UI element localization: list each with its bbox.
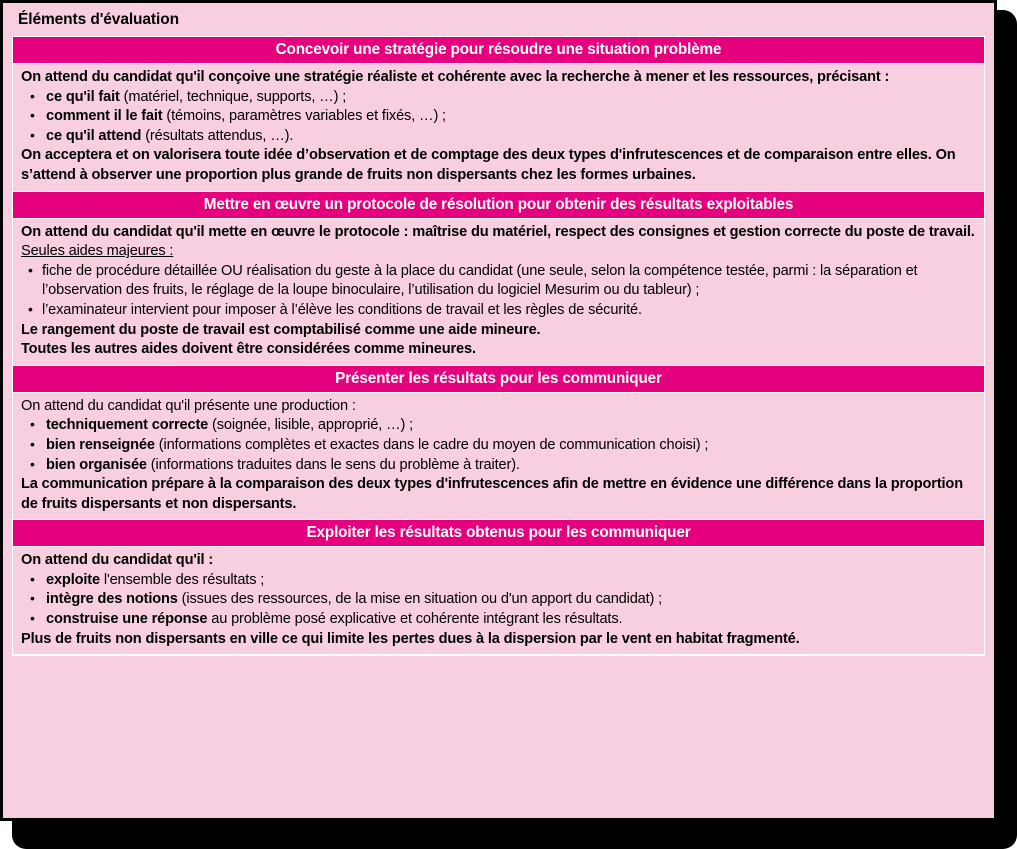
section-intro-text: On attend du candidat qu'il : <box>21 552 214 569</box>
list-item <box>20 416 977 436</box>
list-item-lead: bien renseignée <box>46 436 155 453</box>
list-item-rest: (soignée, lisible, approprié, …) ; <box>208 417 413 434</box>
section-closing-line-1: Le rangement du poste de travail est comptabilisé comme une aide mineure. <box>21 321 541 338</box>
sections-container <box>12 36 985 656</box>
section-header-mettre-en-oeuvre-protocole: Mettre en œuvre un protocole de résolution pour obtenir des résultats exploitables <box>13 191 984 219</box>
section-intro-text: On attend du candidat qu'il présente une production : <box>21 397 356 414</box>
list-item-lead: ce qu'il fait <box>46 88 120 105</box>
list-item-rest: l’examinateur intervient pour imposer à l’élève les conditions de travail et les règles de sécurité. <box>42 301 642 318</box>
list-item <box>20 590 977 610</box>
section-intro-text: On attend du candidat qu'il mette en œuvre le protocole : maîtrise du matériel, respect des consignes et gestion correcte du poste de travail. <box>21 223 975 240</box>
list-item-lead: techniquement correcte <box>46 417 209 434</box>
criteria-list-presenter-resultats <box>20 416 977 475</box>
section-body-presenter-resultats <box>13 393 984 520</box>
list-item-lead: construise une réponse <box>46 611 208 628</box>
section-outro-text: La communication prépare à la comparaison des deux types d'infrutescences afin de mettre en évidence une différence dans la proportion de fruits dispersants et non dispersants. <box>21 476 963 512</box>
list-item <box>20 301 977 321</box>
list-item-lead: exploite <box>46 571 100 588</box>
section-outro-text: Plus de fruits non dispersants en ville ce qui limite les pertes dues à la dispersion par le vent en habitat fragmenté. <box>21 630 800 647</box>
list-item <box>20 456 977 476</box>
page-title: Éléments d'évaluation <box>18 11 179 28</box>
list-item <box>20 262 977 301</box>
criteria-list-concevoir-strategie <box>20 88 977 147</box>
list-item-rest: l'ensemble des résultats ; <box>99 571 265 588</box>
list-item-lead: intègre des notions <box>46 591 178 608</box>
list-item-rest: fiche de procédure détaillée OU réalisation du geste à la place du candidat (une seule, selon la compétence testée, parmi : la séparation et l’observation des fruits, le réglage de la loupe binoculaire, l’utilisation du logiciel Mesurim ou du tableur) ; <box>42 262 918 299</box>
list-item <box>20 127 977 147</box>
section-header-presenter-resultats: Présenter les résultats pour les communiquer <box>13 365 984 393</box>
list-item-lead: bien organisée <box>46 456 147 473</box>
list-item-rest: au problème posé explicative et cohérente intégrant les résultats. <box>207 611 623 628</box>
list-item-rest: (issues des ressources, de la mise en situation ou d'un apport du candidat) ; <box>177 591 663 608</box>
list-item-rest: (informations complètes et exactes dans le cadre du moyen de communication choisi) ; <box>154 436 709 453</box>
section-body-concevoir-strategie <box>13 64 984 191</box>
criteria-list-aides-majeures <box>20 262 977 321</box>
list-item-rest: (résultats attendus, …). <box>141 127 294 144</box>
section-intro-text: On attend du candidat qu'il conçoive une stratégie réaliste et cohérente avec la recherche à mener et les ressources, précisant : <box>21 69 890 85</box>
criteria-list-exploiter-resultats <box>20 571 977 630</box>
list-item <box>20 610 977 630</box>
list-item <box>20 571 977 591</box>
list-item-rest: (matériel, technique, supports, …) ; <box>119 88 347 105</box>
list-item <box>20 88 977 108</box>
section-body-mettre-en-oeuvre-protocole <box>13 219 984 365</box>
list-item-lead: ce qu'il attend <box>46 127 142 144</box>
list-item <box>20 436 977 456</box>
list-item-lead: comment il le fait <box>46 108 163 125</box>
section-closing-line-2: Toutes les autres aides doivent être considérées comme mineures. <box>21 341 476 358</box>
section-subtitle-aides-majeures: Seules aides majeures : <box>21 243 174 260</box>
list-item-rest: (informations traduites dans le sens du problème à traiter). <box>146 456 520 473</box>
section-header-exploiter-resultats: Exploiter les résultats obtenus pour les communiquer <box>13 519 984 547</box>
section-header-concevoir-strategie: Concevoir une stratégie pour résoudre une situation problème <box>13 37 984 64</box>
section-outro-text: On acceptera et on valorisera toute idée d’observation et de comptage des deux types d'infrutescences et de comparaison entre elles. On s’attend à observer une proportion plus grande de fruits non dispersants chez les formes urbaines. <box>21 147 956 183</box>
list-item <box>20 107 977 127</box>
list-item-rest: (témoins, paramètres variables et fixés, …) ; <box>162 108 446 125</box>
section-body-exploiter-resultats <box>13 547 984 654</box>
